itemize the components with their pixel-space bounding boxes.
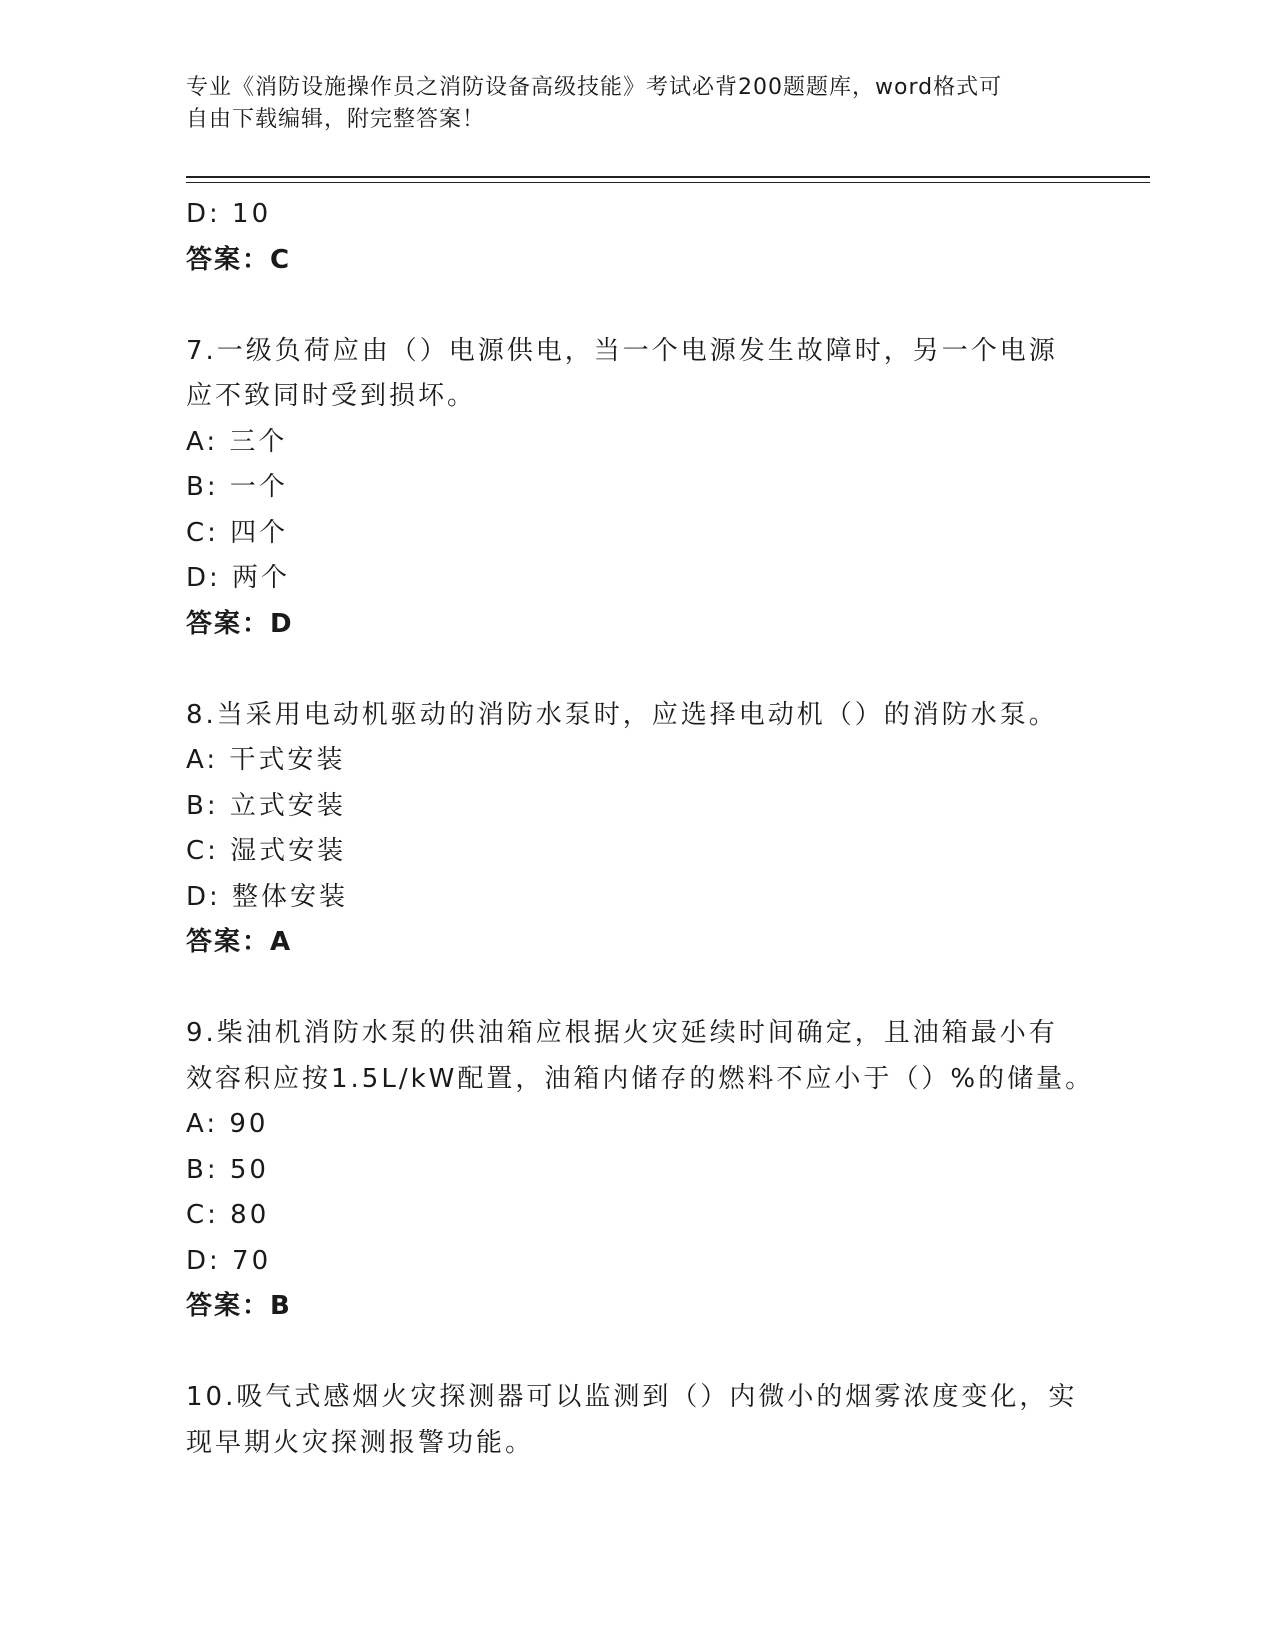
question-7-option-d: D: 两个 bbox=[186, 563, 291, 593]
question-7-option-b: B: 一个 bbox=[186, 472, 288, 502]
header-rule-thin bbox=[186, 182, 1150, 183]
question-8-text-1: 8.当采用电动机驱动的消防水泵时，应选择电动机（）的消防水泵。 bbox=[186, 699, 1058, 730]
header-line-1: 专业《消防设施操作员之消防设备高级技能》考试必背200题题库，word格式可 bbox=[186, 75, 1003, 100]
question-9-text-2: 效容积应按1.5L/kW配置，油箱内储存的燃料不应小于（）%的储量。 bbox=[186, 1063, 1095, 1094]
header-line-2: 自由下载编辑，附完整答案！ bbox=[186, 107, 486, 132]
question-7-option-a: A: 三个 bbox=[186, 426, 288, 457]
question-9-text-1: 9.柴油机消防水泵的供油箱应根据火灾延续时间确定，且油箱最小有 bbox=[186, 1018, 1058, 1048]
question-7-text-1: 7.一级负荷应由（）电源供电，当一个电源发生故障时，另一个电源 bbox=[186, 335, 1058, 366]
spacer bbox=[186, 1330, 1086, 1376]
document-header bbox=[186, 72, 1086, 136]
prev-option-d: D: 10 bbox=[186, 199, 272, 229]
question-8-option-d: D: 整体安装 bbox=[186, 881, 349, 912]
question-7 bbox=[186, 329, 1086, 648]
spacer bbox=[186, 283, 1086, 329]
spacer bbox=[186, 647, 1086, 693]
question-8-option-a: A: 干式安装 bbox=[186, 745, 346, 775]
question-9-option-a: A: 90 bbox=[186, 1109, 269, 1139]
question-10-text-1: 10.吸气式感烟火灾探测器可以监测到（）内微小的烟雾浓度变化，实 bbox=[186, 1382, 1078, 1412]
question-9-option-d: D: 70 bbox=[186, 1245, 272, 1276]
question-9-option-b: B: 50 bbox=[186, 1154, 269, 1185]
prev-answer: 答案：C bbox=[186, 244, 292, 275]
question-10-text-2: 现早期火灾探测报警功能。 bbox=[186, 1427, 535, 1458]
question-8-option-b: B: 立式安装 bbox=[186, 790, 346, 821]
spacer bbox=[186, 966, 1086, 1012]
question-7-option-c: C: 四个 bbox=[186, 517, 289, 548]
question-content bbox=[186, 192, 1095, 1466]
question-9 bbox=[186, 1011, 1095, 1330]
question-8 bbox=[186, 693, 1086, 966]
question-8-option-c: C: 湿式安装 bbox=[186, 836, 347, 866]
question-9-answer: 答案：B bbox=[186, 1291, 292, 1321]
question-8-answer: 答案：A bbox=[186, 927, 293, 957]
question-7-answer: 答案：D bbox=[186, 608, 294, 639]
question-7-text-2: 应不致同时受到损坏。 bbox=[186, 381, 477, 411]
question-9-option-c: C: 80 bbox=[186, 1200, 270, 1230]
header-rule-thick bbox=[186, 176, 1150, 178]
question-10 bbox=[186, 1375, 1086, 1466]
